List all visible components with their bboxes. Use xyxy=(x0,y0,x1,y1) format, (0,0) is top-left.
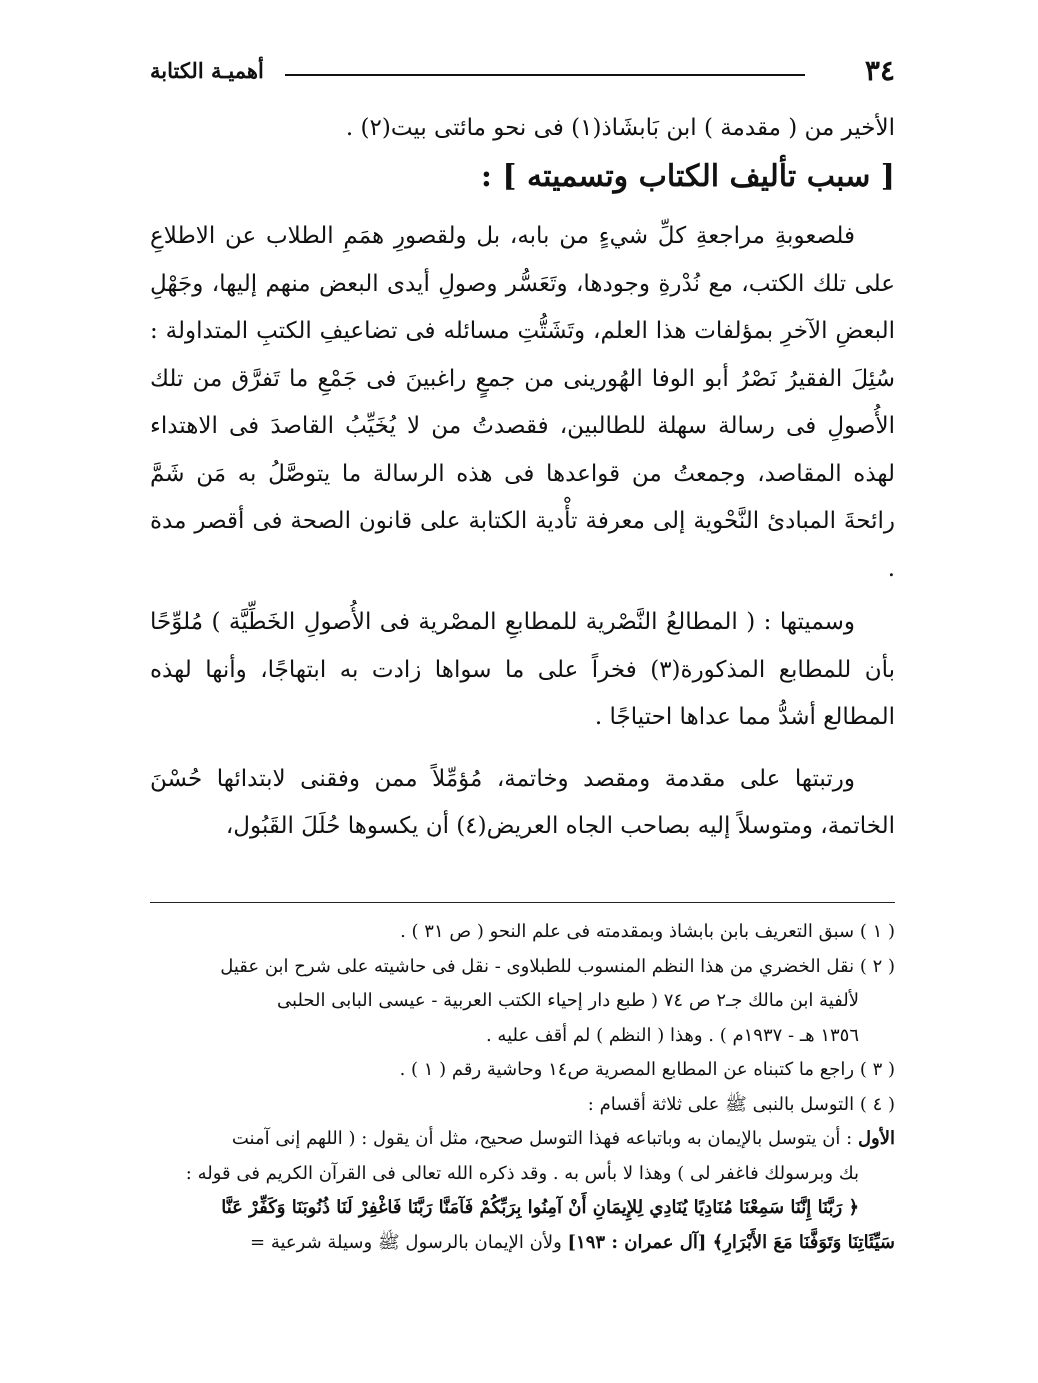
footnote-4-continuation: بك وبرسولك فاغفر لى ) وهذا لا بأس به . وقد ذكره الله تعالى فى القرآن الكريم فى قوله : xyxy=(185,1162,859,1184)
intro-line: الأخير من ( مقدمة ) ابن بَابشَاذ(١) فى نحو مائتى بيت(٢) . xyxy=(345,115,895,141)
paragraph: فلصعوبةِ مراجعةِ كلِّ شيءٍ من بابه، بل ولقصورِ همَمِ الطلاب عن الاطلاعِ على تلك الكتب، مع نُدْرةِ وجودها، وتَعَسُّر وصولِ أيدى البعض منهم إليها، وجَهْلِ البعضِ الآخرِ بمؤلفات هذا العلم، وتَشَتُّتِ مسائله فى تضاعيفِ الكتبِ المتداولة : سُئِلَ الفقيرُ نَصْرُ أبو الوفا الهُورينى من جمعٍ راغبينَ فى جَمْعِ ما تَفرَّق من تلك الأُصولِ فى رسالة سهلة للطالبين، فقصدتُ من لا يُخَيِّبُ القاصدَ فى الاهتداء لهذه المقاصد، وجمعتُ من قواعدها فى هذه الرسالة ما يتوصَّلُ به مَن شَمَّ رائحةَ المبادئ النَّحْوية إلى معرفة تأْدية الكتابة على قانون الصحة فى أقصر مدة . xyxy=(150,223,895,582)
running-title: أهميـة الكتابة xyxy=(150,58,264,83)
paragraph: وسميتها : ( المطالعُ النَّصْرية للمطابعِ المصْرية فى الأُصولِ الخَطِّيَّة ) مُلوِّحًا بأن للمطابع المذكورة(٣) فخراً على ما سواها زادت به ابتهاجًا، وأنها لهذه المطالع أشدُّ مما عداها احتياجًا . xyxy=(150,609,895,730)
footnote-separator xyxy=(150,902,895,903)
page-number: ٣٤ xyxy=(864,54,895,87)
quran-verse-end: سَيِّئَاتِنَا وَتَوَفَّنَا مَعَ الأَبْرَارِ﴾ [آل عمران : ١٩٣] xyxy=(567,1231,895,1253)
footnote-3: ( ٣ ) راجع ما كتبناه عن المطابع المصرية ص١٤ وحاشية رقم ( ١ ) . xyxy=(399,1059,895,1080)
quran-verse-line-2 xyxy=(150,1226,895,1261)
section-heading: [ سبب تأليف الكتاب وتسميته ] : xyxy=(480,159,895,194)
footnote-2-line-2: لألفية ابن مالك جـ٢ ص ٧٤ ( طبع دار إحياء الكتب العربية - عيسى البابى الحلبى xyxy=(277,990,859,1011)
paragraph: ورتبتها على مقدمة ومقصد وخاتمة، مُؤمِّلاً ممن وفقنى لابتدائها حُسْنَ الخاتمة، ومتوسلاً إليه بصاحب الجاه العريض(٤) أن يكسوها حُلَلَ القَبُول، xyxy=(150,765,895,839)
footnote-4-first-category xyxy=(150,1122,895,1157)
first-category-label: الأول xyxy=(857,1128,895,1149)
header-rule xyxy=(285,74,805,76)
footnote-2-line-3: ١٣٥٦ هـ - ١٩٣٧م ) . وهذا ( النظم ) لم أقف عليه . xyxy=(485,1024,859,1046)
page-header xyxy=(150,50,895,96)
first-category-text: : أن يتوسل بالإيمان به وباتباعه فهذا التوسل صحيح، مثل أن يقول : ( اللهم إنى آمنت xyxy=(231,1128,858,1149)
footnote-4-continuation-end: ولأن الإيمان بالرسول ﷺ وسيلة شرعية = xyxy=(250,1231,568,1253)
footnote-2-line-1: ( ٢ ) نقل الخضري من هذا النظم المنسوب للطبلاوى - نقل فى حاشيته على شرح ابن عقيل xyxy=(220,955,895,977)
footnote-1: ( ١ ) سبق التعريف بابن بابشاذ وبمقدمته فى علم النحو ( ص ٣١ ) . xyxy=(400,921,895,942)
footnotes xyxy=(150,915,895,1260)
main-text xyxy=(150,105,895,865)
quran-verse-line-1: ﴿ رَبَّنَا إِنَّنَا سَمِعْنَا مُنَادِيًا يُنَادِي لِلإِيمَانِ أَنْ آمِنُوا بِرَبِّكُمْ فَآمَنَّا رَبَّنَا فَاغْفِرْ لَنَا ذُنُوبَنَا وَكَفِّرْ عَنَّا xyxy=(221,1197,859,1218)
footnote-4: ( ٤ ) التوسل بالنبى ﷺ على ثلاثة أقسام : xyxy=(587,1093,895,1115)
